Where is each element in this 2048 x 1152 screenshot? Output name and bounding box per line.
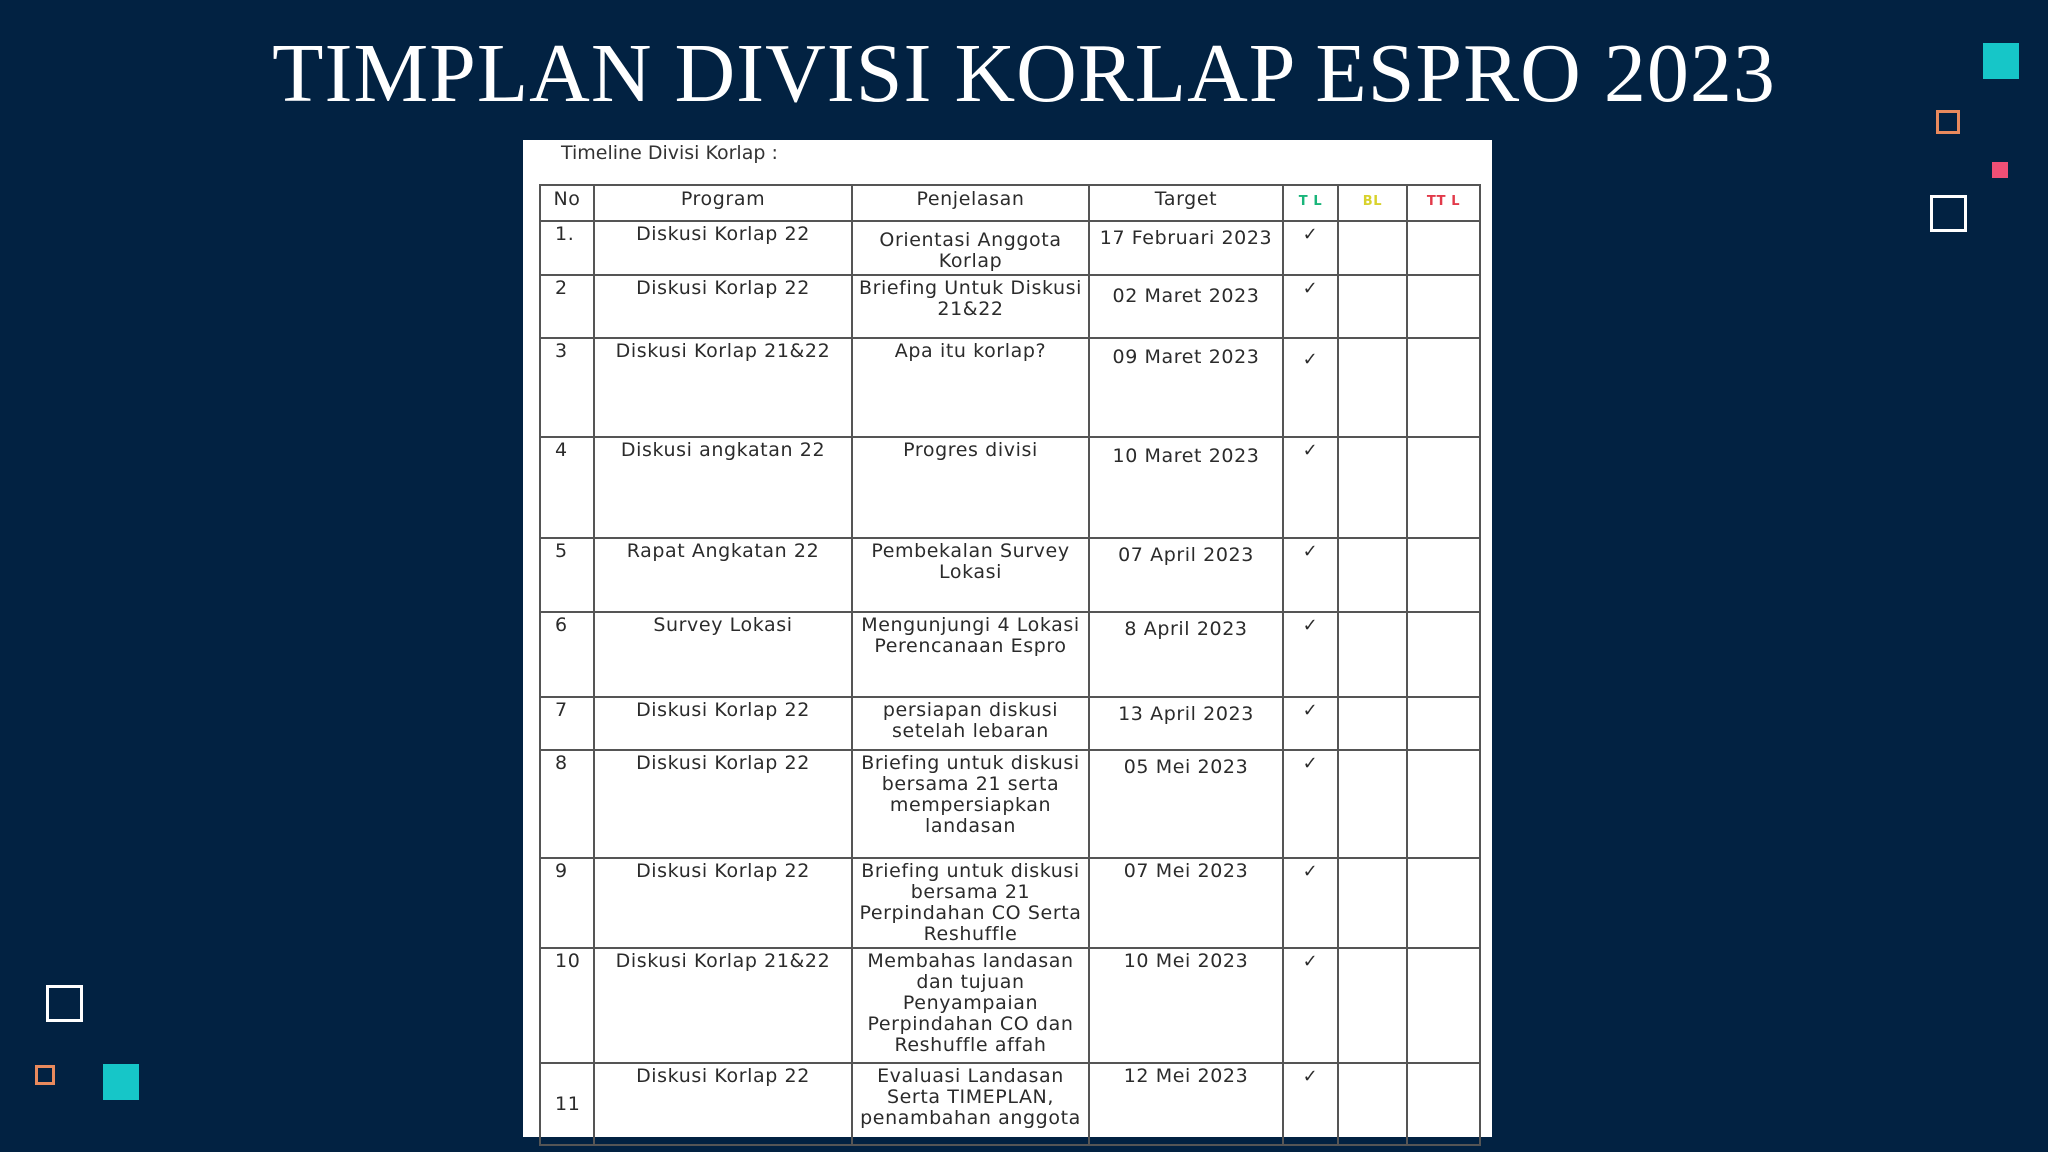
row-program: Diskusi Korlap 22 [594, 697, 852, 750]
row-check-ttl [1407, 750, 1480, 858]
row-check-tl: ✓ [1283, 948, 1338, 1063]
row-program: Diskusi angkatan 22 [594, 437, 852, 538]
orange-outline-square-decoration [1936, 110, 1960, 134]
header-ttl-label: TT L [1426, 194, 1461, 209]
table-row [540, 538, 1480, 612]
table-row [540, 948, 1480, 1063]
row-target: 13 April 2023 [1089, 697, 1283, 750]
row-check-ttl [1407, 538, 1480, 612]
row-check-ttl [1407, 948, 1480, 1063]
row-program: Diskusi Korlap 22 [594, 221, 852, 275]
row-target: 12 Mei 2023 [1089, 1063, 1283, 1145]
row-check-bl [1338, 221, 1407, 275]
teal-square-decoration [1983, 43, 2019, 79]
table-header-row [540, 185, 1480, 221]
row-check-tl: ✓ [1283, 338, 1338, 437]
row-program: Diskusi Korlap 22 [594, 275, 852, 338]
white-outline-square-decoration [46, 985, 83, 1022]
row-no: 9 [540, 858, 594, 948]
table-row [540, 858, 1480, 948]
row-target: 02 Maret 2023 [1089, 275, 1283, 338]
row-check-tl: ✓ [1283, 612, 1338, 697]
row-no: 7 [540, 697, 594, 750]
row-penjelasan: Briefing Untuk Diskusi 21&22 [852, 275, 1089, 338]
row-program: Diskusi Korlap 21&22 [594, 338, 852, 437]
row-check-tl: ✓ [1283, 697, 1338, 750]
row-target: 07 Mei 2023 [1089, 858, 1283, 948]
table-row [540, 338, 1480, 437]
header-program: Program [594, 185, 852, 221]
row-check-tl: ✓ [1283, 1063, 1338, 1145]
table-row [540, 437, 1480, 538]
row-penjelasan: Apa itu korlap? [852, 338, 1089, 437]
header-tl-label: T L [1298, 194, 1323, 209]
row-target: 8 April 2023 [1089, 612, 1283, 697]
row-no: 5 [540, 538, 594, 612]
row-check-ttl [1407, 437, 1480, 538]
row-penjelasan: Briefing untuk diskusi bersama 21 serta mempersiapkan landasan [852, 750, 1089, 858]
row-penjelasan: Orientasi Anggota Korlap [852, 221, 1089, 275]
row-check-tl: ✓ [1283, 221, 1338, 275]
row-penjelasan: persiapan diskusi setelah lebaran [852, 697, 1089, 750]
table-row [540, 750, 1480, 858]
row-check-ttl [1407, 858, 1480, 948]
row-check-ttl [1407, 697, 1480, 750]
pink-square-decoration [1992, 162, 2008, 178]
row-no: 11 [540, 1063, 594, 1145]
row-no: 1. [540, 221, 594, 275]
table-row [540, 221, 1480, 275]
header-ttl [1407, 185, 1480, 221]
row-program: Rapat Angkatan 22 [594, 538, 852, 612]
row-check-bl [1338, 538, 1407, 612]
row-penjelasan: Briefing untuk diskusi bersama 21 Perpindahan CO Serta Reshuffle [852, 858, 1089, 948]
row-check-ttl [1407, 275, 1480, 338]
row-target: 05 Mei 2023 [1089, 750, 1283, 858]
table-row [540, 1063, 1480, 1145]
row-target: 09 Maret 2023 [1089, 338, 1283, 437]
row-no: 10 [540, 948, 594, 1063]
header-tl [1283, 185, 1338, 221]
row-check-bl [1338, 697, 1407, 750]
row-check-tl: ✓ [1283, 750, 1338, 858]
table-row [540, 612, 1480, 697]
header-bl [1338, 185, 1407, 221]
row-check-bl [1338, 612, 1407, 697]
row-penjelasan: Pembekalan Survey Lokasi [852, 538, 1089, 612]
row-program: Diskusi Korlap 22 [594, 858, 852, 948]
orange-outline-square-decoration [35, 1065, 55, 1085]
row-no: 4 [540, 437, 594, 538]
row-no: 3 [540, 338, 594, 437]
timeline-table [539, 184, 1481, 1146]
row-target: 10 Mei 2023 [1089, 948, 1283, 1063]
row-check-bl [1338, 437, 1407, 538]
table-row [540, 275, 1480, 338]
row-check-bl [1338, 275, 1407, 338]
row-check-ttl [1407, 338, 1480, 437]
row-check-tl: ✓ [1283, 275, 1338, 338]
row-check-bl [1338, 948, 1407, 1063]
teal-square-decoration [103, 1064, 139, 1100]
timeline-document-image [523, 140, 1492, 1137]
document-caption: Timeline Divisi Korlap : [561, 142, 778, 164]
row-target: 17 Februari 2023 [1089, 221, 1283, 275]
row-check-ttl [1407, 221, 1480, 275]
row-target: 10 Maret 2023 [1089, 437, 1283, 538]
row-penjelasan: Membahas landasan dan tujuan Penyampaian Perpindahan CO dan Reshuffle affah [852, 948, 1089, 1063]
row-penjelasan: Progres divisi [852, 437, 1089, 538]
row-check-tl: ✓ [1283, 437, 1338, 538]
row-program: Diskusi Korlap 21&22 [594, 948, 852, 1063]
slide-title: TIMPLAN DIVISI KORLAP ESPRO 2023 [272, 27, 1776, 120]
row-penjelasan: Mengunjungi 4 Lokasi Perencanaan Espro [852, 612, 1089, 697]
row-check-bl [1338, 338, 1407, 437]
row-check-bl [1338, 858, 1407, 948]
row-program: Survey Lokasi [594, 612, 852, 697]
header-bl-label: BL [1362, 194, 1383, 209]
header-target: Target [1089, 185, 1283, 221]
row-check-ttl [1407, 612, 1480, 697]
row-penjelasan: Evaluasi Landasan Serta TIMEPLAN, penambahan anggota [852, 1063, 1089, 1145]
row-check-ttl [1407, 1063, 1480, 1145]
row-program: Diskusi Korlap 22 [594, 750, 852, 858]
row-no: 6 [540, 612, 594, 697]
row-check-tl: ✓ [1283, 858, 1338, 948]
header-penjelasan: Penjelasan [852, 185, 1089, 221]
row-check-tl: ✓ [1283, 538, 1338, 612]
white-outline-square-decoration [1930, 195, 1967, 232]
row-no: 8 [540, 750, 594, 858]
header-no: No [540, 185, 594, 221]
table-row [540, 697, 1480, 750]
row-target: 07 April 2023 [1089, 538, 1283, 612]
row-program: Diskusi Korlap 22 [594, 1063, 852, 1145]
row-no: 2 [540, 275, 594, 338]
row-check-bl [1338, 750, 1407, 858]
row-check-bl [1338, 1063, 1407, 1145]
